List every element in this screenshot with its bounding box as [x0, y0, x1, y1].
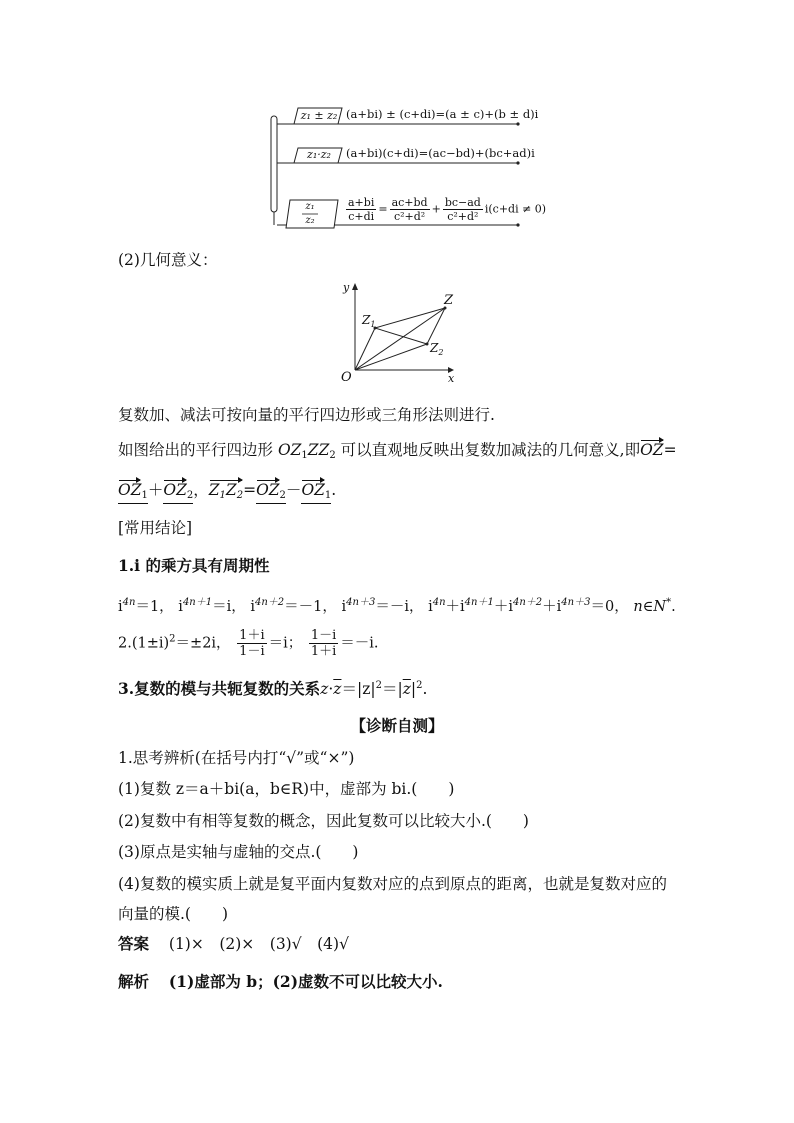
row3-frac2 [390, 196, 430, 223]
analysis-text: (1)虚部为 b；(2)虚数不可以比较大小. [168, 972, 443, 991]
vector-z1z2: $Z_1Z_2$ [208, 481, 244, 501]
question-1-title: 1.思考辨析(在括号内打“√”或“×”) [118, 749, 355, 767]
para-vectors: $OZ_1+OZ_2$，$Z_1Z_2=OZ_2-OZ_1$. [118, 480, 336, 504]
row3-frac1-den: c+di [348, 210, 375, 223]
row1-box-label: z₁ ± z₂ [300, 109, 338, 122]
para-add-sub: 复数加、减法可按向量的平行四边形或三角形法则进行. [118, 406, 495, 424]
row3-frac3-num: bc−ad [444, 196, 481, 209]
row3-frac1 [346, 196, 376, 223]
row3-plus: + [431, 202, 441, 216]
question-1-item-4: (4)复数的模实质上就是复平面内复数对应的点到原点的距离，也就是复数对应的 [118, 875, 667, 893]
analysis-label: 解析 [118, 972, 150, 991]
row3-frac1-num: a+bi [348, 196, 375, 209]
conclusion-2: $2.(1\pm i)^2=\pm 2i$， $\frac{1+i}{1-i}$ ＝i； $\frac{1-i}{1+i}$ ＝－i. [118, 628, 379, 659]
conclusion-1-formula: $i^{4n}=1$， $i^{4n+1}=i$， $i^{4n+2}=-1$， $i^{4n+3}=-i$， $i^{4n}+i^{4n+1}+i^{4n+2}+i^{4n+3}=0$， n∈N*. [118, 597, 676, 615]
answer-label: 答案 [118, 934, 150, 953]
parallelogram-figure [338, 280, 463, 388]
row2-box-label: z₁·z₂ [307, 148, 331, 161]
question-1-item-2: (2)复数中有相等复数的概念，因此复数可以比较大小.( ) [118, 812, 529, 830]
question-1-item-4-cont: 向量的模.( ) [118, 905, 229, 923]
answer-text: (1)× (2)× (3)√ (4)√ [168, 935, 349, 953]
analysis-line [118, 972, 443, 992]
vector-oz1b: OZ [301, 481, 325, 499]
row3-frac3-den: c²+d² [447, 210, 479, 223]
question-1-item-1: (1)复数 z＝a＋bi(a，b∈R)中，虚部为 bi.( ) [118, 780, 455, 798]
common-conclusion-heading: [常用结论] [118, 519, 193, 537]
fraction-1: $\frac{1+i}{1-i}$ [239, 628, 265, 659]
row3-tail: i(c+di ≠ 0) [484, 202, 547, 216]
label-y: y [343, 281, 350, 294]
row3-frac2-num: ac+bd [391, 196, 428, 209]
label-x: x [448, 372, 455, 385]
vector-oz1: OZ [118, 481, 142, 499]
answer-line [118, 934, 349, 954]
row3-eq: = [378, 202, 388, 216]
row3-frac3 [443, 196, 483, 223]
vector-oz: OZ [640, 441, 664, 459]
y-axis-arrow [352, 283, 358, 290]
label-z1: $Z_1$ [362, 313, 376, 329]
vector-oz2b: OZ [256, 481, 280, 499]
label-o: O [341, 370, 352, 385]
section-title: 【诊断自测】 [350, 716, 444, 735]
question-1-item-3: (3)原点是实轴与虚轴的交点.( ) [118, 843, 359, 861]
row1-formula: (a+bi) ± (c+di)=(a ± c)+(b ± d)i [346, 107, 539, 121]
geometric-heading: (2)几何意义： [118, 251, 218, 269]
row3-frac2-den: c²+d² [393, 210, 426, 223]
operations-diagram [268, 104, 547, 230]
row3-box-num: z₁ [305, 201, 315, 212]
label-z: Z [444, 293, 454, 308]
row2-formula: (a+bi)(c+di)=(ac−bd)+(bc+ad)i [346, 146, 535, 160]
row3-formula [344, 196, 546, 223]
conclusion-1-title: 1.i 的乘方具有周期性 [118, 556, 270, 575]
label-z2: $Z_2$ [430, 341, 444, 357]
conclusion-3: 3.复数的模与共轭复数的关系$z\cdot\overline{z}=|z|^2=|\overline{z}|^2$. [118, 679, 428, 698]
para-parallelogram: 如图给出的平行四边形 $OZ_1ZZ_2$ 可以直观地反映出复数加减法的几何意义,即OZ= [118, 441, 677, 461]
vector-oz2: OZ [163, 481, 187, 499]
row3-box-den: z₂ [305, 215, 315, 226]
fraction-2: $\frac{1-i}{1+i}$ [310, 628, 337, 659]
